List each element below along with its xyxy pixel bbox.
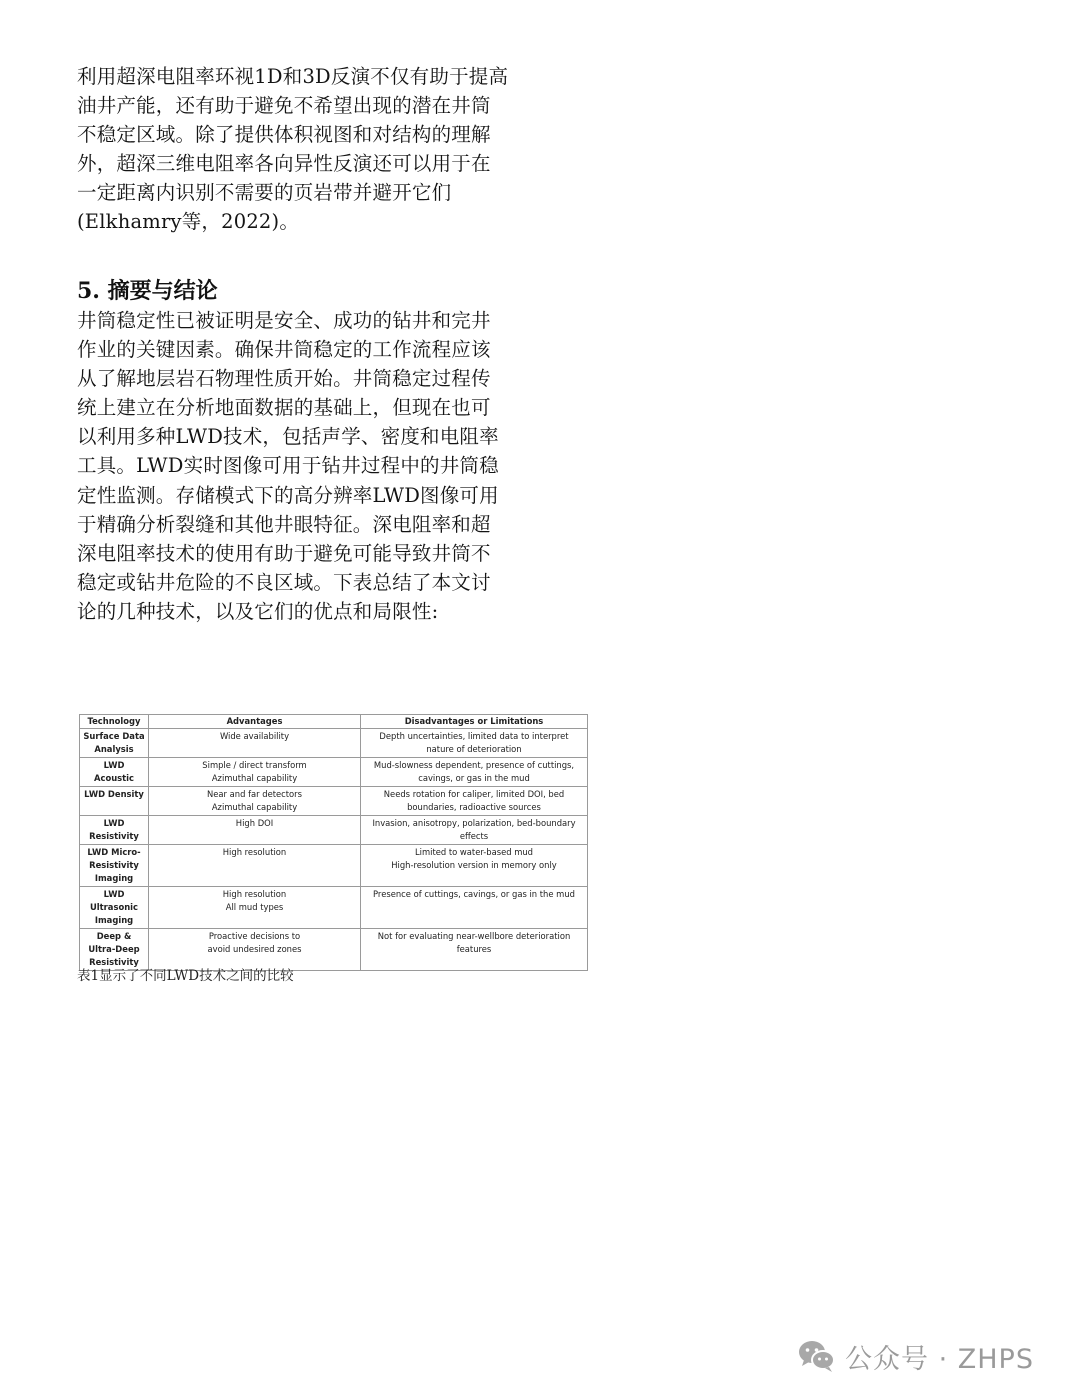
cell-text: Needs rotation for caliper, limited DOI, bed [383,789,565,799]
cell-text: Invasion, anisotropy, polarization, bed-boundary [372,818,576,828]
header-disadvantages: Disadvantages or Limitations [361,715,588,729]
cell-text: Azimuthal capability [211,773,298,783]
intro-paragraph [77,62,522,236]
footer-text: 公众号 · ZHPS [845,1343,1034,1375]
conclusion-line: 定性监测。存储模式下的高分辨率LWD图像可用 [77,483,499,507]
conclusion-line: 井筒稳定性已被证明是安全、成功的钻井和完井 [77,309,491,332]
intro-line: (Elkhamry等，2022)。 [77,210,300,233]
table-row [80,845,588,887]
cell-text: Near and far detectors [207,789,302,799]
table-row [80,887,588,929]
table-header-row [80,715,588,729]
table-row [80,758,588,787]
cell-text: Surface Data [83,731,145,741]
conclusion-line: 作业的关键因素。确保井筒稳定的工作流程应该 [77,338,491,362]
table-row [80,729,588,758]
cell-text: Depth uncertainties, limited data to interpret [379,731,569,741]
cell-text: Analysis [94,744,134,754]
cell-text: High DOI [235,818,274,828]
cell-technology [80,758,149,787]
cell-text: All mud types [225,902,284,912]
cell-disadvantages [361,787,588,816]
cell-disadvantages [361,729,588,758]
cell-disadvantages [361,845,588,887]
cell-disadvantages [361,887,588,929]
cell-text: Resistivity [89,957,139,967]
conclusion-line: 统上建立在分析地面数据的基础上，但现在也可 [77,396,491,420]
intro-line: 不稳定区域。除了提供体积视图和对结构的理解 [77,123,491,146]
wechat-icon [797,1338,837,1374]
cell-text: cavings, or gas in the mud [418,773,530,783]
header-technology: Technology [80,715,149,729]
cell-text: High resolution [222,889,287,899]
intro-line: 利用超深电阻率环视1D和3D反演不仅有助于提高 [77,65,509,88]
cell-text: Resistivity [89,831,139,841]
table-row [80,787,588,816]
comparison-table-container [79,714,576,971]
cell-text: Acoustic [94,773,134,783]
intro-line: 油井产能，还有助于避免不希望出现的潜在井筒 [77,94,491,117]
footer-watermark [797,1336,1034,1376]
cell-text: Proactive decisions to [208,931,301,941]
cell-text: Ultra-Deep [88,944,140,954]
conclusion-line: 工具。LWD实时图像可用于钻井过程中的井筒稳 [77,454,499,478]
cell-technology [80,787,149,816]
cell-text: LWD [103,760,125,770]
table-row [80,816,588,845]
cell-advantages [149,816,361,845]
cell-text: boundaries, radioactive sources [407,802,541,812]
cell-text: LWD Density [84,789,144,799]
cell-technology [80,816,149,845]
cell-technology [80,729,149,758]
conclusion-line: 从了解地层岩石物理性质开始。井筒稳定过程传 [77,367,491,391]
conclusion-line: 于精确分析裂缝和其他井眼特征。深电阻率和超 [77,512,491,536]
cell-text: LWD [103,818,125,828]
conclusion-paragraph [77,306,522,626]
conclusion-line: 以利用多种LWD技术，包括声学、密度和电阻率 [77,425,499,449]
cell-text: High resolution [222,847,287,857]
cell-disadvantages [361,758,588,787]
cell-text: Presence of cuttings, cavings, or gas in the mud [373,889,575,899]
conclusion-line: 深电阻率技术的使用有助于避免可能导致井筒不 [77,541,491,565]
cell-advantages [149,758,361,787]
conclusion-line: 论的几种技术，以及它们的优点和局限性: [77,599,439,623]
cell-text: LWD Micro- [87,847,141,857]
cell-advantages [149,787,361,816]
cell-text: Imaging [94,873,134,883]
header-advantages: Advantages [149,715,361,729]
intro-line: 外，超深三维电阻率各向异性反演还可以用于在 [77,152,491,175]
cell-disadvantages [361,816,588,845]
cell-text: Deep & [96,931,132,941]
cell-text: Simple / direct transform [202,760,307,770]
cell-advantages [149,845,361,887]
cell-disadvantages [361,929,588,971]
cell-text: Imaging [94,915,134,925]
cell-text: avoid undesired zones [207,944,302,954]
conclusion-line: 稳定或钻井危险的不良区域。下表总结了本文讨 [77,570,491,594]
cell-text: Resistivity [89,860,139,870]
cell-text: Not for evaluating near-wellbore deterioration [377,931,571,941]
section-heading: 5. 摘要与结论 [77,278,218,304]
cell-text: LWD [103,889,125,899]
cell-text: features [456,944,492,954]
comparison-table [79,714,588,971]
cell-text: Ultrasonic [90,902,138,912]
cell-technology [80,887,149,929]
cell-advantages [149,729,361,758]
intro-line: 一定距离内识别不需要的页岩带并避开它们 [77,181,452,204]
cell-technology [80,845,149,887]
cell-text: Mud-slowness dependent, presence of cuttings, [373,760,575,770]
cell-text: nature of deterioration [426,744,522,754]
cell-text: effects [459,831,489,841]
cell-text: High-resolution version in memory only [391,860,557,870]
table-caption: 表1显示了不同LWD技术之间的比较 [77,968,294,984]
cell-text: Limited to water-based mud [414,847,534,857]
cell-text: Wide availability [219,731,290,741]
cell-text: Azimuthal capability [211,802,298,812]
cell-advantages [149,887,361,929]
